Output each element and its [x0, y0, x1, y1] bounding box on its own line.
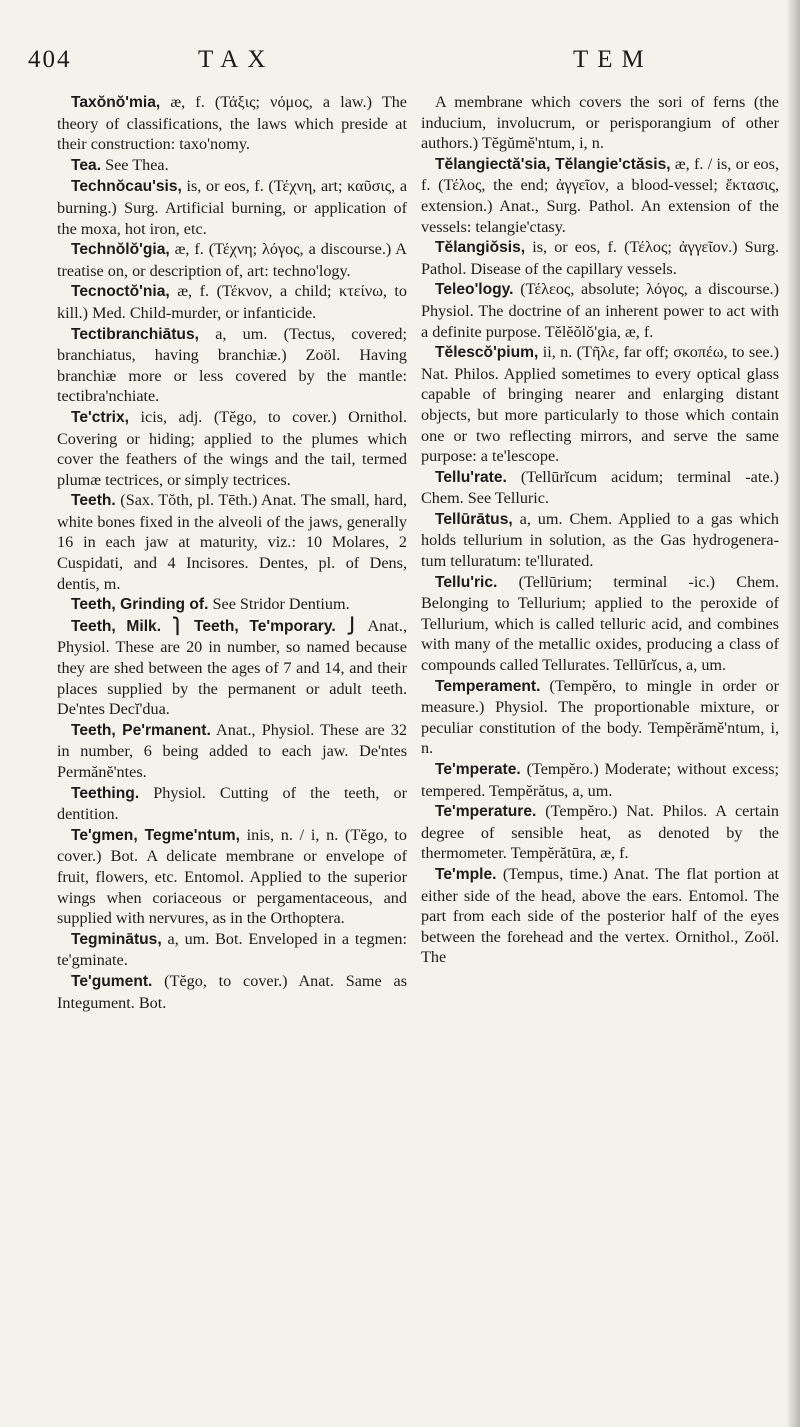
dictionary-entry — [421, 279, 779, 342]
dictionary-entry — [421, 801, 779, 864]
entry-definition: is, or eos, f. (Τέχνη, art; καῦσις, a burning.) Surg. Artificial burning, or application of the moxa, hot iron, etc. — [57, 177, 407, 238]
entry-definition: æ, f. (Τάξις; νόμος, a law.) The theory of classifications, the laws which preside at their construction: taxo'nomy. — [57, 93, 407, 154]
entry-headword: Tea. — [71, 156, 102, 174]
entry-definition: (Τέλεος, absolute; λόγος, a discourse.) Physiol. The doctrine of an inherent power to act with a definite purpose. Tĕlĕŏlŏ'gia, æ, f. — [421, 280, 779, 341]
entry-headword: Te'gument. — [71, 972, 153, 990]
entry-headword: Te'mperature. — [435, 803, 537, 821]
entry-headword: Tellu'ric. — [435, 573, 498, 591]
entry-headword: Teleo'logy. — [435, 281, 514, 299]
page-number: 404 — [28, 46, 72, 73]
entry-definition: (Tempĕro.) Moderate; without excess; tempered. Tempĕrătus, a, um. — [421, 760, 779, 800]
entry-definition: (Tellūrĭcum acidum; terminal -ate.) Chem. See Telluric. — [421, 467, 779, 508]
page-edge-shadow — [786, 0, 800, 1427]
dictionary-entry — [57, 92, 407, 155]
entry-headword: Teeth. — [71, 492, 116, 510]
entry-headword: Tellu'rate. — [435, 468, 507, 486]
entry-headword: Teeth, Pe'rmanent. — [71, 721, 211, 739]
right-running-head: TEM — [573, 46, 653, 73]
dictionary-entry — [57, 155, 407, 177]
entry-definition: a, um. Bot. Enveloped in a tegmen: te'gminate. — [57, 929, 407, 970]
entry-definition: æ, f. (Τέχνη; λόγος, a discourse.) A treatise on, or description of, art: techno'logy. — [57, 240, 407, 280]
entry-headword: Tecnoctŏ'nia, — [71, 283, 170, 301]
entry-headword: Taxŏnŏ'mia, — [71, 94, 161, 111]
entry-headword: Technŏlŏ'gia, — [71, 241, 170, 259]
entry-headword: Teething. — [71, 784, 140, 802]
dictionary-entry — [57, 783, 407, 825]
entry-headword: Te'gmen, Tegme'ntum, — [71, 826, 240, 844]
entry-headword: Te'mple. — [435, 865, 497, 883]
entry-definition: icis, adj. (Tĕgo, to cover.) Ornithol. Covering or hiding; applied to the plumes which cover the feathers of the wings and the tail, termed plumæ tectrices, or simply tectrices. — [57, 407, 407, 489]
dictionary-entry — [421, 759, 779, 801]
entry-definition: Physiol. Cutting of the teeth, or dentition. — [57, 783, 407, 824]
dictionary-entry — [57, 616, 407, 720]
dictionary-entry — [57, 971, 407, 1013]
dictionary-entry — [57, 239, 407, 281]
entry-definition: Anat., Physiol. These are 32 in number, 6 being added to each jaw. De'ntes Permănĕ'ntes. — [57, 720, 407, 781]
dictionary-entry — [57, 490, 407, 594]
dictionary-entry — [57, 407, 407, 490]
entry-headword: Te'mperate. — [435, 761, 521, 778]
entry-definition: (Tempĕro, to mingle in order or measure.) Physiol. The proportionable mixture, or peculiar constitution of the body. Tempĕrămĕ'ntum, i, n. — [421, 676, 779, 758]
entry-definition: (Tellūrium; terminal -ic.) Chem. Belonging to Tellurium; applied to the peroxide of Tellurium, which is called telluric acid, and combines with many of the metallic oxides, producing a class of compounds called Tellurates. Tellūrĭcus, a, um. — [421, 572, 779, 675]
running-header — [28, 44, 782, 84]
entry-headword: Tĕlescŏ'pium, — [435, 344, 539, 362]
entry-headword: Te'ctrix, — [71, 408, 130, 426]
entry-definition: inis, n. / i, n. (Tĕgo, to cover.) Bot. A delicate membrane or envelope of fruit, flowers, etc. Entomol. Applied to the superior wings when coriaceous or pergamentaceous, and supplied with nervures, as in the Orthoptera. — [57, 825, 408, 928]
entry-headword: Tegminātus, — [71, 930, 162, 948]
entry-headword: Tĕlangiectă'sia, Tĕlangie'ctăsis, — [435, 155, 671, 173]
dictionary-entry — [421, 467, 779, 509]
dictionary-entry — [57, 720, 407, 783]
dictionary-entry — [421, 572, 779, 676]
entry-definition: A membrane which covers the sori of ferns (the inducium, involucrum, or perisporangium of other authors.) Tĕgŭmĕ'ntum, i, n. — [421, 93, 779, 153]
dictionary-entry — [421, 237, 779, 279]
entry-headword: Temperament. — [435, 677, 541, 695]
entry-definition: a, um. Chem. Applied to a gas which holds tellurium in solution, as the Gas hydrogenera-tum telluratum: te'llurated. — [421, 509, 779, 571]
entry-headword: Technŏcau'sis, — [71, 178, 182, 196]
dictionary-entry — [57, 176, 407, 239]
dictionary-entry — [57, 281, 407, 323]
left-running-head: TAX — [198, 46, 275, 73]
dictionary-entry — [421, 342, 779, 467]
entry-definition: Anat., Physiol. These are 20 in number, so named because they are shed between the ages of 7 and 14, and their places supplied by the permanent or adult teeth. De'ntes Decĭ'dua. — [57, 616, 407, 719]
entry-definition: See Stridor Dentium. — [208, 595, 350, 614]
entry-definition: ii, n. (Τῆλε, far off; σκοπέω, to see.) Nat. Philos. Applied sometimes to every optical glass capable of bringing nearer and enlarging distant objects, but more particularly to those which contain one or two reflecting mirrors, and serve the same purpose: a te'lescope. — [421, 343, 779, 466]
left-column — [57, 92, 407, 1013]
entry-definition: See Thea. — [101, 155, 169, 174]
dictionary-entry — [421, 154, 779, 237]
entry-definition: (Tempĕro.) Nat. Philos. A certain degree of sensible heat, as denoted by the thermometer. Tempĕrătūra, æ, f. — [421, 802, 779, 863]
entry-headword: Teeth, Milk. ⎫ Teeth, Te'mporary. ⎭ — [71, 617, 358, 635]
dictionary-entry — [57, 825, 407, 929]
entry-definition: (Sax. Tŏth, pl. Tēth.) Anat. The small, hard, white bones fixed in the alveoli of the jaws, generally 16 in each jaw at maturity, viz.: 10 Molares, 2 Cuspidati, and 4 Incisores. Dentes, pl. of Dens, dentis, m. — [57, 491, 407, 593]
right-column — [421, 92, 779, 968]
entry-definition: a, um. (Tectus, covered; branchiatus, having branchiæ.) Zoöl. Having branchiæ more or less covered by the mantle: tectibra'nchiate. — [57, 324, 407, 406]
entry-definition: æ, f. (Τέκνον, a child; κτείνω, to kill.) Med. Child-murder, or infanticide. — [57, 282, 407, 322]
entry-definition: is, or eos, f. (Τέλος; ἀγγεῖον.) Surg. Pathol. Disease of the capillary vessels. — [421, 238, 779, 278]
entry-definition: (Tempus, time.) Anat. The flat portion at either side of the head, above the ears. Entomol. The part from each side of the posterior half of the eyes between the forehead and the vertex. Ornithol., Zoöl. The — [421, 864, 779, 967]
dictionary-entry — [57, 594, 407, 616]
dictionary-entry — [421, 864, 779, 968]
dictionary-entry — [421, 676, 779, 759]
dictionary-entry — [57, 324, 407, 407]
entry-headword: Teeth, Grinding of. — [71, 596, 209, 614]
dictionary-entry — [57, 929, 407, 971]
entry-definition: æ, f. / is, or eos, f. (Τέλος, the end; ἀγγεῖον, a blood-vessel; ἔκτασις, extension.) Anat., Surg. Pathol. An extension of the vessels: telangie'ctasy. — [421, 154, 779, 236]
entry-headword: Tĕlangiŏsis, — [435, 239, 526, 257]
entry-headword: Tellūrātus, — [435, 510, 513, 528]
dictionary-entry — [421, 509, 779, 572]
dictionary-entry — [421, 92, 779, 154]
entry-headword: Tectibranchiātus, — [71, 325, 199, 343]
entry-definition: (Tĕgo, to cover.) Anat. Same as Integument. Bot. — [57, 971, 407, 1012]
